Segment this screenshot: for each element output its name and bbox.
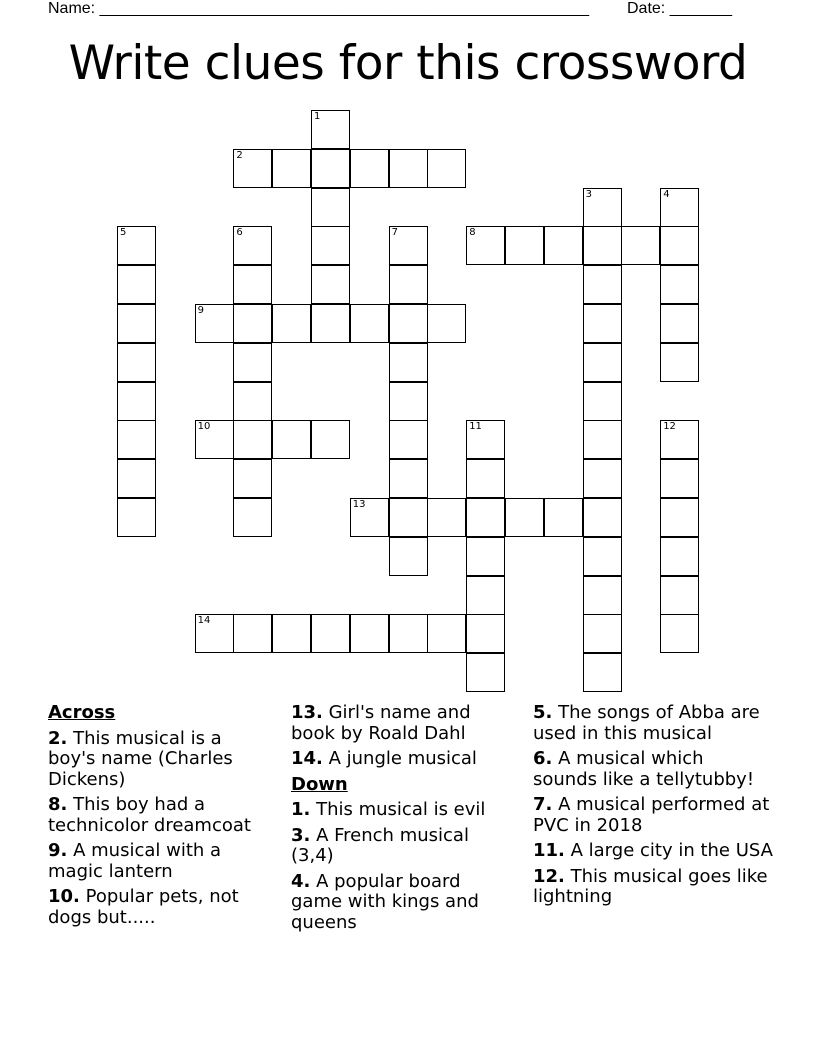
grid-cell[interactable] xyxy=(311,188,350,227)
grid-cell[interactable] xyxy=(466,537,505,576)
grid-cell[interactable] xyxy=(621,226,660,265)
clue-text: This boy had a technicolor dreamcoat xyxy=(48,794,251,836)
clue-number: 7 xyxy=(391,227,398,239)
clue-number: 4 xyxy=(663,188,670,200)
grid-cell[interactable] xyxy=(389,382,428,421)
grid-cell[interactable] xyxy=(117,265,156,304)
grid-cell[interactable] xyxy=(660,226,699,265)
clue-number: 5 xyxy=(120,227,127,239)
clue-number-label: 2. xyxy=(48,727,68,749)
grid-cell[interactable] xyxy=(233,343,272,382)
grid-cell[interactable] xyxy=(660,188,699,227)
clues-column-2 xyxy=(291,703,506,938)
grid-cell[interactable] xyxy=(583,498,622,537)
grid-cell[interactable] xyxy=(233,226,272,265)
grid-cell[interactable] xyxy=(660,576,699,615)
grid-cell[interactable] xyxy=(311,149,350,188)
date-field-label: Date: _______ xyxy=(627,0,732,17)
clue-number: 14 xyxy=(197,615,211,627)
grid-cell[interactable] xyxy=(466,459,505,498)
grid-cell[interactable] xyxy=(233,614,272,653)
grid-cell[interactable] xyxy=(195,420,234,459)
grid-cell[interactable] xyxy=(350,614,389,653)
clue-number: 9 xyxy=(197,305,204,316)
clue-number: 8 xyxy=(469,227,476,239)
clue-text: Girl's name and book by Roald Dahl xyxy=(291,702,471,744)
grid-cell[interactable] xyxy=(195,614,234,653)
clues-column-1 xyxy=(48,703,268,933)
grid-cell[interactable] xyxy=(233,420,272,459)
clue-item xyxy=(533,841,773,862)
grid-cell[interactable] xyxy=(311,420,350,459)
grid-cell[interactable] xyxy=(660,498,699,537)
clue-number-label: 4. xyxy=(291,870,311,892)
clue-number-label: 3. xyxy=(291,824,311,846)
grid-cell[interactable] xyxy=(311,265,350,304)
grid-cell[interactable] xyxy=(233,265,272,304)
grid-cell[interactable] xyxy=(466,614,505,653)
grid-cell[interactable] xyxy=(117,226,156,265)
clue-text: A musical performed at PVC in 2018 xyxy=(533,794,770,836)
grid-cell[interactable] xyxy=(466,498,505,537)
clue-number-label: 6. xyxy=(533,748,553,769)
grid-cell[interactable] xyxy=(117,420,156,459)
clue-number-label: 7. xyxy=(533,794,553,815)
grid-cell[interactable] xyxy=(583,343,622,382)
grid-cell[interactable] xyxy=(583,304,622,343)
clue-number: 11 xyxy=(469,421,482,433)
clue-number: 3 xyxy=(585,188,592,200)
clues-column-3 xyxy=(533,703,773,913)
clue-section-heading: Down xyxy=(291,773,348,795)
grid-cell[interactable] xyxy=(117,304,156,343)
grid-cell[interactable] xyxy=(311,304,350,343)
grid-cell[interactable] xyxy=(389,420,428,459)
grid-cell[interactable] xyxy=(660,537,699,576)
grid-cell[interactable] xyxy=(272,420,311,459)
grid-cell[interactable] xyxy=(660,265,699,304)
clue-number-label: 14. xyxy=(291,748,323,769)
grid-cell[interactable] xyxy=(583,576,622,615)
clue-text: A popular board game with kings and queens xyxy=(291,870,479,933)
grid-cell[interactable] xyxy=(272,614,311,653)
clue-text: This musical is a boy's name (Charles Dickens) xyxy=(48,727,233,790)
grid-cell[interactable] xyxy=(660,304,699,343)
grid-cell[interactable] xyxy=(389,614,428,653)
grid-cell[interactable] xyxy=(466,420,505,459)
grid-cell[interactable] xyxy=(311,110,350,149)
grid-cell[interactable] xyxy=(233,149,272,188)
grid-cell[interactable] xyxy=(389,149,428,188)
grid-cell[interactable] xyxy=(583,420,622,459)
name-field-label: Name: _______________________________________________________ xyxy=(48,0,589,17)
clue-number-label: 13. xyxy=(291,702,323,723)
grid-cell[interactable] xyxy=(583,265,622,304)
grid-cell[interactable] xyxy=(583,537,622,576)
clue-text: Popular pets, not dogs but..... xyxy=(48,886,239,928)
clue-item xyxy=(48,729,268,791)
grid-cell[interactable] xyxy=(117,459,156,498)
clue-text: A French musical (3,4) xyxy=(291,824,469,866)
clue-number-label: 5. xyxy=(533,702,553,723)
clue-number-label: 9. xyxy=(48,840,68,861)
clue-text: A large city in the USA xyxy=(564,840,773,861)
grid-cell[interactable] xyxy=(583,459,622,498)
grid-cell[interactable] xyxy=(505,498,544,537)
grid-cell[interactable] xyxy=(583,382,622,421)
clue-number: 10 xyxy=(197,421,211,433)
grid-cell[interactable] xyxy=(583,614,622,653)
grid-cell[interactable] xyxy=(583,188,622,227)
clue-item xyxy=(291,703,506,744)
grid-cell[interactable] xyxy=(544,498,583,537)
clue-number: 12 xyxy=(663,421,676,433)
clue-text: The songs of Abba are used in this musical xyxy=(533,702,760,744)
clue-section-heading: Across xyxy=(48,702,116,723)
clue-text: A musical with a magic lantern xyxy=(48,840,222,882)
clue-item xyxy=(48,887,268,928)
clue-item xyxy=(291,872,506,934)
grid-cell[interactable] xyxy=(660,614,699,653)
clue-item xyxy=(291,800,506,821)
grid-cell[interactable] xyxy=(466,226,505,265)
grid-cell[interactable] xyxy=(660,420,699,459)
grid-cell[interactable] xyxy=(272,304,311,343)
grid-cell[interactable] xyxy=(311,614,350,653)
grid-cell[interactable] xyxy=(195,304,234,343)
clue-number-label: 1. xyxy=(291,799,311,820)
grid-cell[interactable] xyxy=(117,382,156,421)
clue-number: 1 xyxy=(314,111,321,122)
grid-cell[interactable] xyxy=(117,343,156,382)
clue-item xyxy=(291,749,506,770)
grid-cell[interactable] xyxy=(427,149,466,188)
grid-cell[interactable] xyxy=(660,459,699,498)
grid-cell[interactable] xyxy=(427,498,466,537)
clue-item xyxy=(48,841,268,882)
grid-cell[interactable] xyxy=(350,498,389,537)
clue-item xyxy=(533,749,773,790)
grid-cell[interactable] xyxy=(389,226,428,265)
clue-item xyxy=(533,867,773,908)
grid-cell[interactable] xyxy=(389,537,428,576)
grid-cell[interactable] xyxy=(466,576,505,615)
clue-item xyxy=(533,703,773,744)
grid-cell[interactable] xyxy=(583,226,622,265)
grid-cell[interactable] xyxy=(117,498,156,537)
grid-cell[interactable] xyxy=(389,343,428,382)
clue-text: This musical goes like lightning xyxy=(533,865,768,907)
grid-cell[interactable] xyxy=(466,653,505,692)
page-title: Write clues for this crossword xyxy=(68,36,748,91)
clue-number-label: 10. xyxy=(48,886,80,907)
grid-cell[interactable] xyxy=(427,614,466,653)
clue-item xyxy=(291,826,506,867)
clue-item xyxy=(48,795,268,836)
grid-cell[interactable] xyxy=(389,498,428,537)
grid-cell[interactable] xyxy=(350,149,389,188)
grid-cell[interactable] xyxy=(583,653,622,692)
grid-cell[interactable] xyxy=(233,382,272,421)
clue-number: 13 xyxy=(352,499,366,510)
clue-number: 2 xyxy=(236,149,243,161)
clue-item xyxy=(533,795,773,836)
clue-text: A jungle musical xyxy=(322,748,477,769)
clue-text: This musical is evil xyxy=(310,799,486,820)
clue-number-label: 11. xyxy=(533,840,565,861)
grid-cell[interactable] xyxy=(660,343,699,382)
grid-cell[interactable] xyxy=(272,149,311,188)
grid-cell[interactable] xyxy=(544,226,583,265)
grid-cell[interactable] xyxy=(389,304,428,343)
grid-cell[interactable] xyxy=(505,226,544,265)
grid-cell[interactable] xyxy=(233,498,272,537)
grid-cell[interactable] xyxy=(233,304,272,343)
grid-cell[interactable] xyxy=(389,459,428,498)
grid-cell[interactable] xyxy=(233,459,272,498)
grid-cell[interactable] xyxy=(427,304,466,343)
grid-cell[interactable] xyxy=(311,226,350,265)
clue-number-label: 8. xyxy=(48,794,68,815)
clue-number: 6 xyxy=(236,227,243,239)
clue-text: A musical which sounds like a tellytubby! xyxy=(533,748,755,790)
grid-cell[interactable] xyxy=(350,304,389,343)
clue-number-label: 12. xyxy=(533,865,565,887)
grid-cell[interactable] xyxy=(389,265,428,304)
